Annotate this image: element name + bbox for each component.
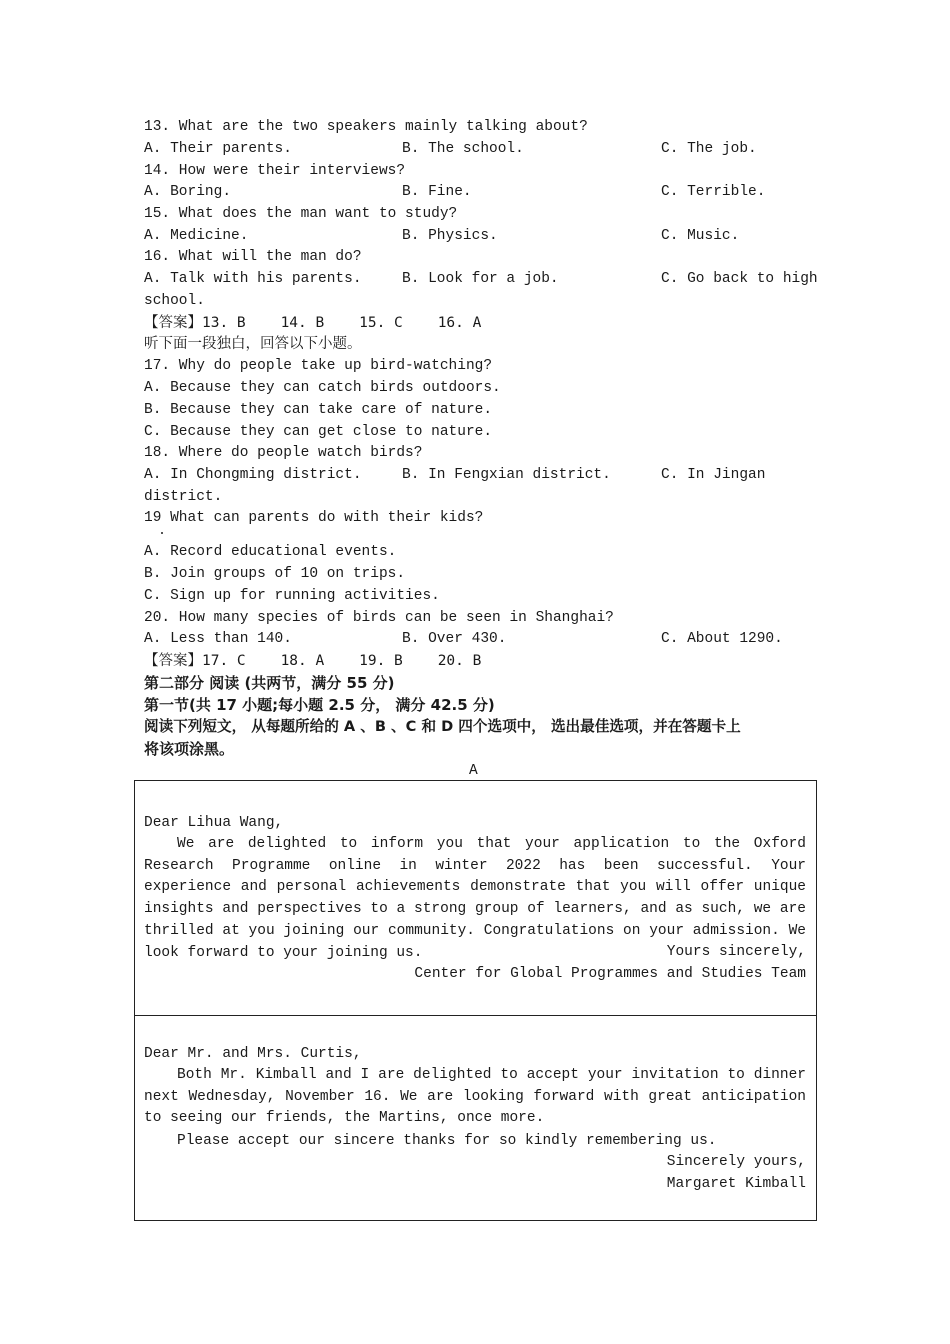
letter2-body1: Both Mr. Kimball and I are delighted to accept your invitation to dinner next Wednesday, November 16. We are looking forward with great anticipation to seeing our friends, the Martins, once more. [144, 1067, 806, 1127]
q13-option-b: B. The school. [402, 141, 524, 157]
q19-option-a: A. Record educational events. [144, 544, 397, 560]
q17-stem: 17. Why do people take up bird-watching? [144, 358, 493, 374]
letter1-signature: Center for Global Programmes and Studies Team [414, 966, 806, 982]
stray-mark [161, 532, 163, 534]
q14-option-b: B. Fine. [402, 184, 472, 200]
q18-option-c: C. In Jingan [661, 467, 766, 483]
q14-stem: 14. How were their interviews? [144, 163, 406, 179]
q14-option-a: A. Boring. [144, 184, 232, 200]
section1-title: 第一节(共 17 小题;每小题 2.5 分， 满分 42.5 分) [144, 696, 495, 714]
q20-option-c: C. About 1290. [661, 631, 783, 647]
q17-option-c: C. Because they can get close to nature. [144, 424, 493, 440]
q18-option-c-cont: district. [144, 489, 223, 505]
passage-label: A [469, 763, 478, 779]
q19-option-b: B. Join groups of 10 on trips. [144, 566, 406, 582]
q18-stem: 18. Where do people watch birds? [144, 445, 423, 461]
q15-option-b: B. Physics. [402, 228, 498, 244]
instructions-line1: 阅读下列短文， 从每题所给的 A 、B 、C 和 D 四个选项中， 选出最佳选项，并在答题卡上 [144, 718, 741, 735]
q16-option-a: A. Talk with his parents. [144, 271, 362, 287]
q19-option-c: C. Sign up for running activities. [144, 588, 440, 604]
monologue-intro: 听下面一段独白，回答以下小题。 [144, 336, 362, 352]
q20-option-a: A. Less than 140. [144, 631, 292, 647]
q15-stem: 15. What does the man want to study? [144, 206, 458, 222]
q13-option-c: C. The job. [661, 141, 757, 157]
q16-option-c-cont: school. [144, 293, 205, 309]
q16-stem: 16. What will the man do? [144, 249, 362, 265]
q13-stem: 13. What are the two speakers mainly talking about? [144, 119, 588, 135]
q15-option-a: A. Medicine. [144, 228, 249, 244]
letter2-body2: Please accept our sincere thanks for so kindly remembering us. [177, 1133, 717, 1149]
q18-option-a: A. In Chongming district. [144, 467, 362, 483]
q16-option-c: C. Go back to high [661, 271, 818, 287]
letter2-closing: Sincerely yours, [666, 1154, 806, 1170]
q13-option-a: A. Their parents. [144, 141, 292, 157]
letter2-salutation: Dear Mr. and Mrs. Curtis, [144, 1046, 362, 1062]
letter2-signature: Margaret Kimball [666, 1176, 806, 1192]
answer-key-1: 【答案】13. B 14. B 15. C 16. A [144, 315, 482, 331]
letter1-salutation: Dear Lihua Wang, [144, 815, 284, 831]
part2-title: 第二部分 阅读 (共两节，满分 55 分) [144, 674, 395, 692]
q20-stem: 20. How many species of birds can be seen in Shanghai? [144, 610, 614, 626]
letter1-closing: Yours sincerely, [666, 944, 806, 960]
letter1-body: We are delighted to inform you that your application to the Oxford Research Programme online in winter 2022 has been successful. Your experience and personal achievements demonstrate that you will offer unique insights and perspectives to a strong group of learners, and as such, we are thrilled at you joining our community. Congratulations on your admission. We look forward to your joining us. [144, 836, 806, 961]
q17-option-a: A. Because they can catch birds outdoors. [144, 380, 501, 396]
q17-option-b: B. Because they can take care of nature. [144, 402, 493, 418]
instructions-line2: 将该项涂黑。 [144, 740, 235, 758]
q14-option-c: C. Terrible. [661, 184, 766, 200]
q20-option-b: B. Over 430. [402, 631, 507, 647]
q15-option-c: C. Music. [661, 228, 740, 244]
q19-stem: 19 What can parents do with their kids? [144, 510, 484, 526]
q16-option-b: B. Look for a job. [402, 271, 559, 287]
answer-key-2: 【答案】17. C 18. A 19. B 20. B [144, 653, 482, 669]
q18-option-b: B. In Fengxian district. [402, 467, 611, 483]
